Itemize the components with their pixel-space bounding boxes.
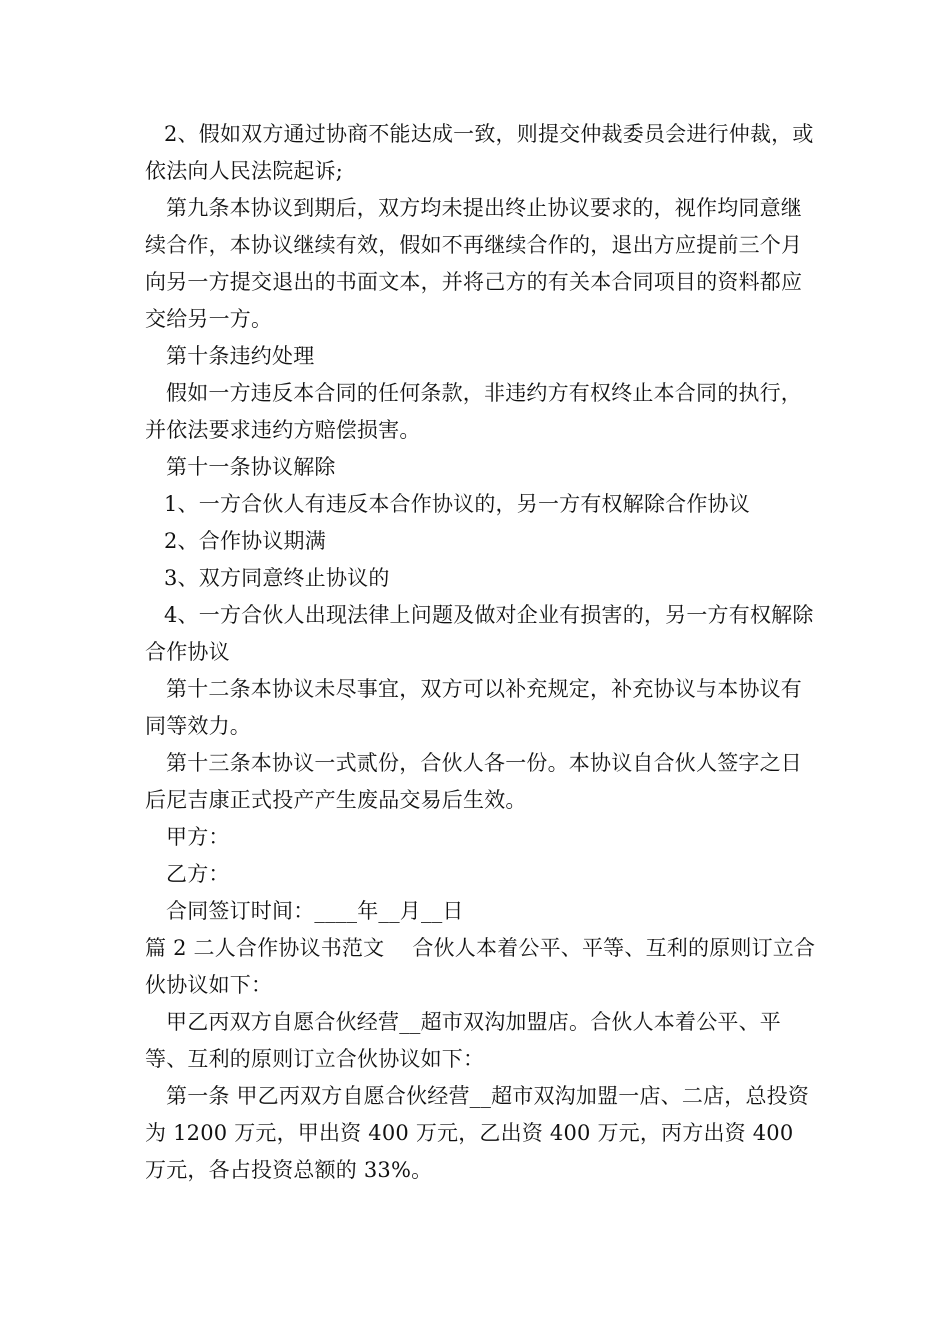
heading-article-10: 第十条违约处理	[166, 344, 315, 368]
signature-party-b: 乙方：	[166, 862, 230, 886]
list-item-termination-3: 3、双方同意终止协议的	[164, 566, 390, 590]
paragraph-arbitration-clause: 2、假如双方通过协商不能达成一致，则提交仲裁委员会进行仲裁，或依法向人民法院起诉;	[145, 122, 814, 183]
heading-article-11: 第十一条协议解除	[166, 455, 336, 479]
signing-date-line: 合同签订时间：____年__月__日	[166, 899, 464, 923]
paragraph-article-1-investment: 第一条 甲乙丙双方自愿合伙经营__超市双沟加盟一店、二店，总投资为 1200 万元，甲出资 400 万元，乙出资 400 万元，丙方出资 400 万元，各占投资总额的 33%。	[145, 1084, 810, 1182]
paragraph-article-13: 第十三条本协议一式贰份，合伙人各一份。本协议自合伙人签字之日后尼吉康正式投产产生废品交易后生效。	[145, 751, 802, 812]
paragraph-article-12: 第十二条本协议未尽事宜，双方可以补充规定，补充协议与本协议有同等效力。	[145, 677, 802, 738]
list-item-termination-4: 4、一方合伙人出现法律上问题及做对企业有损害的，另一方有权解除合作协议	[145, 603, 814, 664]
list-item-termination-1: 1、一方合伙人有违反本合作协议的，另一方有权解除合作协议	[164, 492, 750, 516]
paragraph-breach-handling: 假如一方违反本合同的任何条款，非违约方有权终止本合同的执行，并依法要求违约方赔偿损害。	[145, 381, 802, 442]
paragraph-article-9: 第九条本协议到期后，双方均未提出终止协议要求的，视作均同意继续合作，本协议继续有效，假如不再继续合作的，退出方应提前三个月向另一方提交退出的书面文本，并将己方的有关本合同项目的资料都应交给另一方。	[145, 196, 803, 331]
signature-party-a: 甲方：	[166, 825, 230, 849]
document-body	[145, 116, 817, 1189]
section-heading-part-2: 篇 2 二人合作协议书范文 合伙人本着公平、平等、互利的原则订立合伙协议如下：	[145, 936, 816, 997]
paragraph-partnership-intro: 甲乙丙双方自愿合伙经营__超市双沟加盟店。合伙人本着公平、平等、互利的原则订立合伙协议如下：	[145, 1010, 781, 1071]
list-item-termination-2: 2、合作协议期满	[164, 529, 326, 553]
